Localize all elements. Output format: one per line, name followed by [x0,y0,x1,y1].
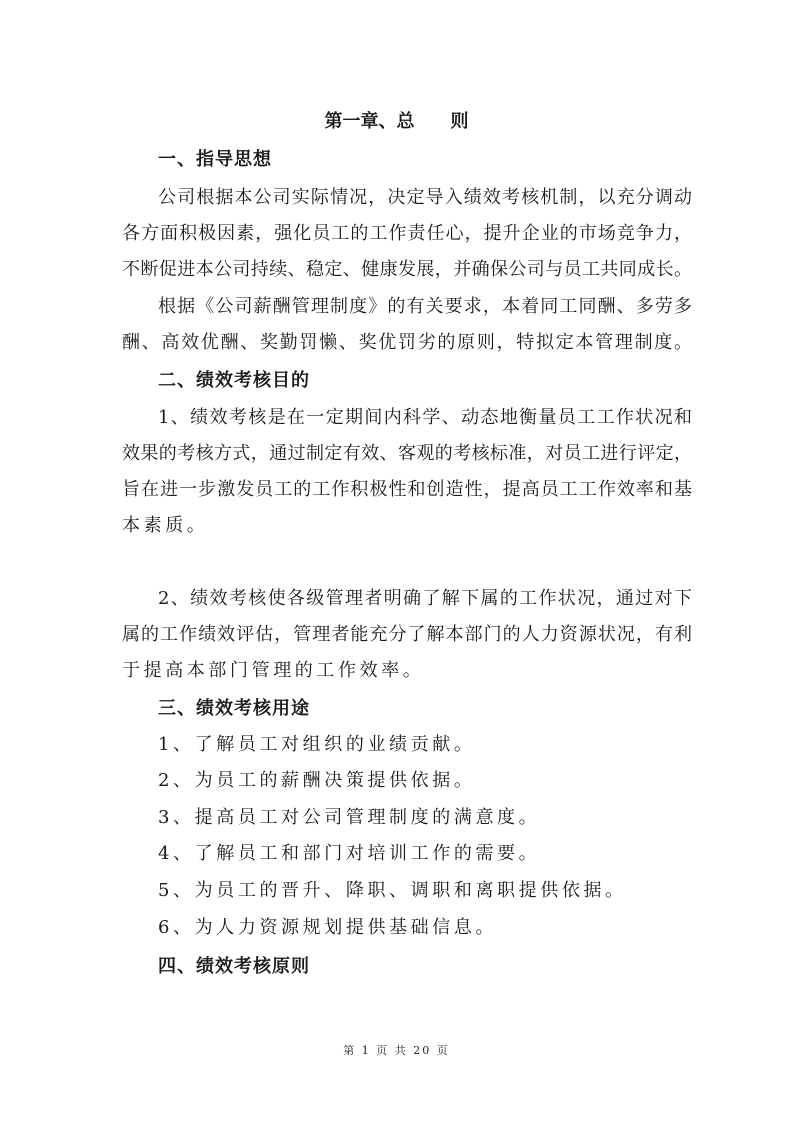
list-item: 4、了解员工和部门对培训工作的需要。 [158,843,541,864]
paragraph-line: 属的工作绩效评估，管理者能充分了解本部门的人力资源状况，有利 [122,624,692,645]
list-item: 1、了解员工对组织的业绩贡献。 [158,734,476,755]
paragraph-line: 各方面积极因素，强化员工的工作责任心，提升企业的市场竞争力， [122,223,692,244]
paragraph-line: 1、绩效考核是在一定期间内科学、动态地衡量员工工作状况和 [158,407,692,428]
chapter-title-main: 第一章、总 [324,111,415,132]
chapter-title [0,110,793,134]
section-heading-guiding-ideology: 一、指导思想 [158,149,272,170]
section-heading-appraisal-uses: 三、绩效考核用途 [158,698,310,719]
section-heading-appraisal-purpose: 二、绩效考核目的 [158,370,310,391]
list-item: 6、为人力资源规划提供基础信息。 [158,917,498,938]
paragraph-line: 本素质。 [122,515,209,536]
paragraph-line: 根据《公司薪酬管理制度》的有关要求，本着同工同酬、多劳多 [158,296,692,317]
list-item: 2、为员工的薪酬决策提供依据。 [158,770,476,791]
paragraph-line: 2、绩效考核使各级管理者明确了解下属的工作状况，通过对下 [158,588,692,609]
chapter-title-suffix: 则 [450,111,469,132]
paragraph-line: 公司根据本公司实际情况，决定导入绩效考核机制，以充分调动 [158,187,692,208]
paragraph-line: 效果的考核方式，通过制定有效、客观的考核标准，对员工进行评定， [122,443,692,464]
page-number-footer: 第 1 页 共 20 页 [343,1044,450,1057]
paragraph-line: 于提高本部门管理的工作效率。 [122,660,425,681]
paragraph-line: 酬、高效优酬、奖勤罚懒、奖优罚劣的原则，特拟定本管理制度。 [122,332,692,353]
section-heading-appraisal-principles: 四、绩效考核原则 [158,956,310,977]
list-item: 3、提高员工对公司管理制度的满意度。 [158,807,541,828]
paragraph-line: 旨在进一步激发员工的工作积极性和创造性，提高员工工作效率和基 [122,479,692,500]
paragraph-line: 不断促进本公司持续、稳定、健康发展，并确保公司与员工共同成长。 [122,259,692,280]
list-item: 5、为员工的晋升、降职、调职和离职提供依据。 [158,880,627,901]
